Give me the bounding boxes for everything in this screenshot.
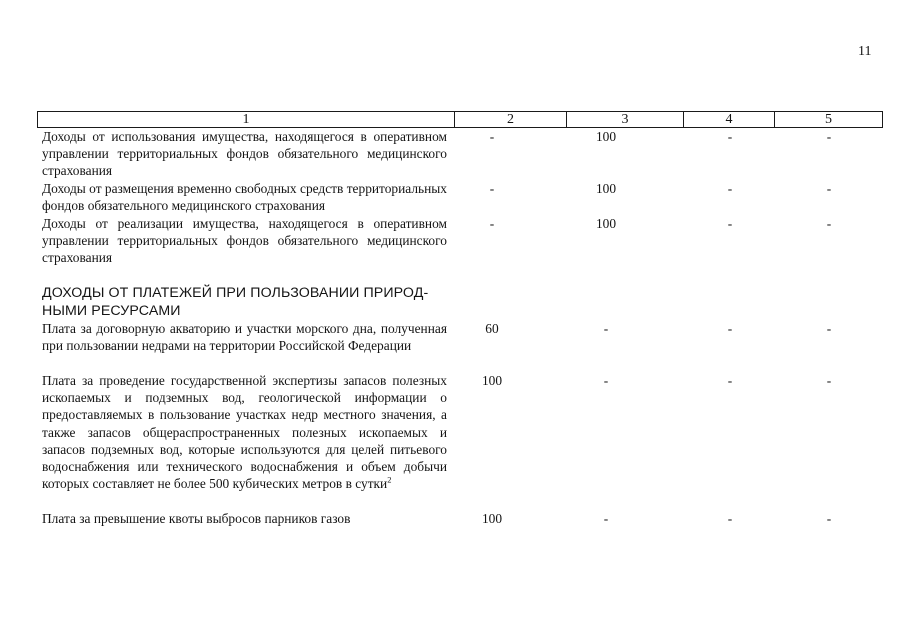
row-value-col2: 60 xyxy=(485,321,499,336)
column-header-2: 2 xyxy=(454,112,566,127)
row-description: Плата за проведение государственной экспертизы запасов полезных ископаемых и подземных вод, геологической информации о предоставляемых в пользование участках недр местного значения, а также запасов общераспространенных полезных ископаемых и запасов подземных вод, которые используются для целей питьевого водоснабжения или технического водоснабжения и объем добычи которых составляет не более 500 кубических метров в сутки xyxy=(42,373,447,492)
row-value-col4: - xyxy=(727,181,733,196)
column-header-1: 1 xyxy=(242,112,250,127)
row-value-col3: 100 xyxy=(595,216,617,231)
row-value-col2: 100 xyxy=(481,373,503,388)
row-value-col4: - xyxy=(727,511,733,526)
row-description: Плата за договорную акваторию и участки морского дна, полученная при пользовании недрами на территории Российской Федерации xyxy=(42,321,447,354)
column-header-5: 5 xyxy=(774,112,882,127)
row-description-container xyxy=(42,372,447,492)
row-value-col5: - xyxy=(826,321,832,336)
row-value-col5: - xyxy=(826,216,832,231)
row-description: Доходы от размещения временно свободных средств территориальных фондов обязательного медицинского страхования xyxy=(42,181,447,214)
row-description: Доходы от реализации имущества, находящегося в оперативном управлении территориальных фондов обязательного медицинского страхования xyxy=(42,216,447,266)
row-value-col5: - xyxy=(826,373,832,388)
row-value-col5: - xyxy=(826,511,832,526)
row-value-col5: - xyxy=(826,129,832,144)
footnote-marker: 2 xyxy=(387,474,392,485)
row-description: Доходы от использования имущества, находящегося в оперативном управлении территориальных фондов обязательного медицинского страхования xyxy=(42,129,447,179)
table-header xyxy=(37,111,883,128)
row-value-col3: - xyxy=(603,511,609,526)
row-value-col4: - xyxy=(727,373,733,388)
row-value-col2: - xyxy=(489,181,495,196)
row-value-col2: - xyxy=(489,216,495,231)
row-value-col4: - xyxy=(727,129,733,144)
row-value-col4: - xyxy=(727,321,733,336)
row-value-col5: - xyxy=(826,181,832,196)
column-header-4: 4 xyxy=(683,112,774,127)
row-value-col4: - xyxy=(727,216,733,231)
row-value-col3: - xyxy=(603,373,609,388)
row-value-col3: 100 xyxy=(595,129,617,144)
row-value-col3: 100 xyxy=(595,181,617,196)
section-heading: ДОХОДЫ ОТ ПЛАТЕЖЕЙ ПРИ ПОЛЬЗОВАНИИ ПРИРОДНЫМИ РЕСУРСАМИ xyxy=(42,285,429,319)
page-number: 11 xyxy=(858,44,872,59)
row-description: Плата за превышение квоты выбросов парников газов xyxy=(42,511,351,526)
row-value-col2: - xyxy=(489,129,495,144)
row-value-col3: - xyxy=(603,321,609,336)
row-value-col2: 100 xyxy=(481,511,503,526)
column-header-3: 3 xyxy=(566,112,683,127)
